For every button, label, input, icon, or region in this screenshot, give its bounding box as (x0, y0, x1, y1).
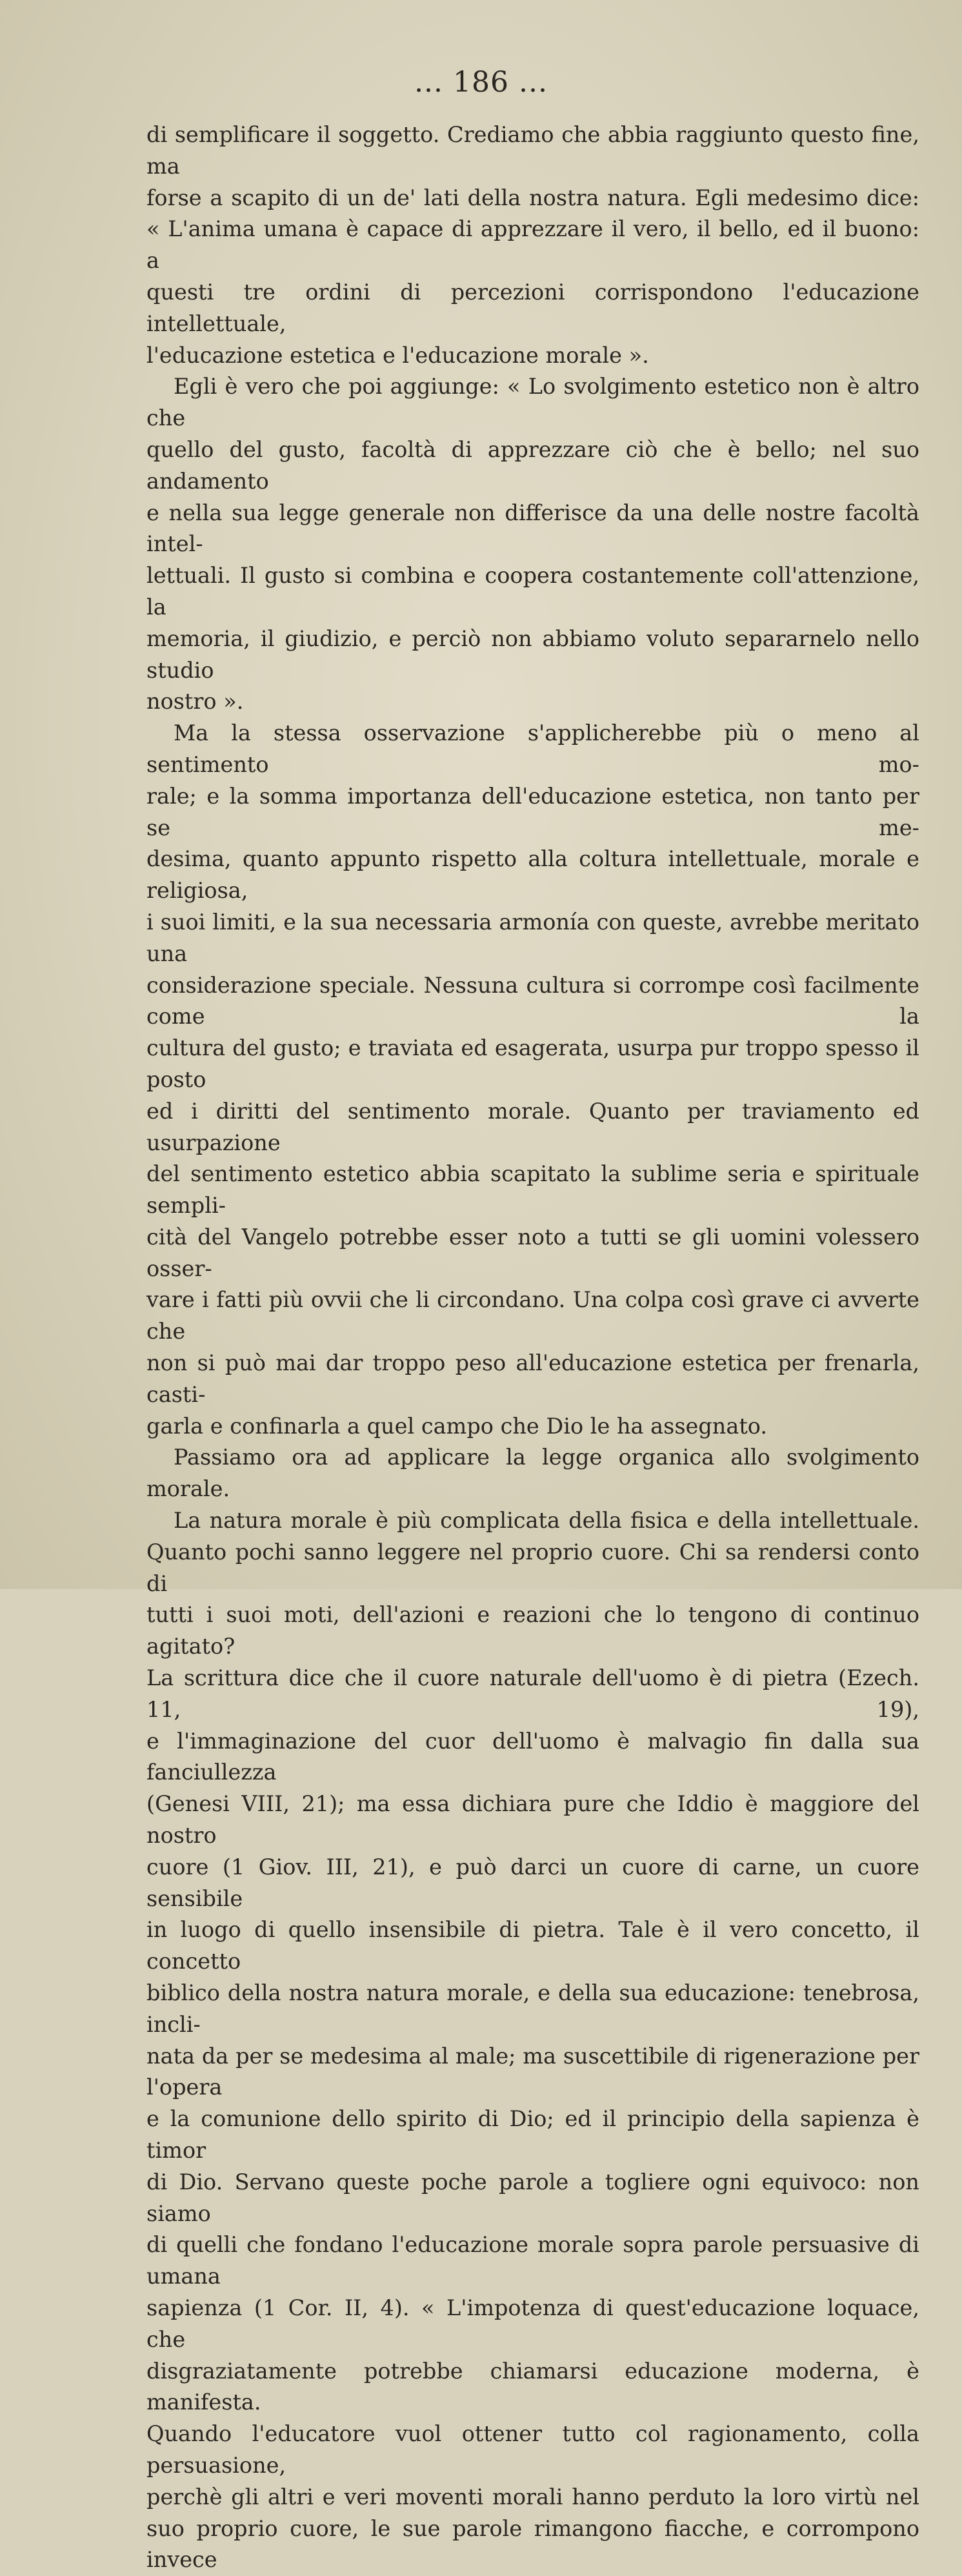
text-line: e la comunione dello spirito di Dio; ed il principio della sapienza è timor (146, 2106, 919, 2163)
text-line: suo proprio cuore, le sue parole rimangono fiacche, e corrompono invece (146, 2515, 919, 2573)
text-line: Egli è vero che poi aggiunge: « Lo svolgimento estetico non è altro che (146, 374, 919, 431)
text-line: quello del gusto, facoltà di apprezzare ciò che è bello; nel suo andamento (146, 436, 919, 494)
text-line: cuore (1 Giov. III, 21), e può darci un cuore di carne, un cuore sensibile (146, 1854, 919, 1911)
body-text (146, 119, 919, 2576)
text-line: desima, quanto appunto rispetto alla coltura intellettuale, morale e religiosa, (146, 846, 919, 904)
text-line: Quando l'educatore vuol ottener tutto col ragionamento, colla persuasione, (146, 2421, 919, 2478)
text-line: Passiamo ora ad applicare la legge organica allo svolgimento morale. (146, 1445, 919, 1502)
text-line: l'educazione estetica e l'educazione morale ». (146, 342, 649, 368)
text-line: La scrittura dice che il cuore naturale dell'uomo è di pietra (Ezech. 11, 19), (146, 1665, 919, 1722)
text-line: (Genesi VIII, 21); ma essa dichiara pure che Iddio è maggiore del nostro (146, 1791, 919, 1849)
text-line: in luogo di quello insensibile di pietra. Tale è il vero concetto, il concetto (146, 1917, 919, 1974)
text-line: cultura del gusto; e traviata ed esagerata, usurpa pur troppo spesso il posto (146, 1035, 919, 1092)
text-line: ed i diritti del sentimento morale. Quanto per traviamento ed usurpazione (146, 1098, 919, 1155)
text-line: non si può mai dar troppo peso all'educazione estetica per frenarla, casti- (146, 1350, 919, 1407)
text-line: i suoi limiti, e la sua necessaria armonía con queste, avrebbe meritato una (146, 909, 919, 966)
text-line: « L'anima umana è capace di apprezzare il vero, il bello, ed il buono: a (146, 216, 919, 274)
text-line: La natura morale è più complicata della fisica e della intellettuale. (174, 1508, 919, 1534)
text-line: lettuali. Il gusto si combina e coopera costantemente coll'attenzione, la (146, 563, 919, 620)
text-line: Quanto pochi sanno leggere nel proprio cuore. Chi sa rendersi conto di (146, 1539, 919, 1596)
text-line: e l'immaginazione del cuor dell'uomo è malvagio fin dalla sua fanciullezza (146, 1728, 919, 1785)
text-line: perchè gli altri e veri moventi morali hanno perduto la loro virtù nel (146, 2484, 919, 2510)
text-line: tutti i suoi moti, dell'azioni e reazioni che lo tengono di continuo agitato? (146, 1602, 919, 1659)
text-line: considerazione speciale. Nessuna cultura si corrompe così facilmente come la (146, 972, 919, 1029)
text-line: biblico della nostra natura morale, e della sua educazione: tenebrosa, incli- (146, 1980, 919, 2037)
text-line: rale; e la somma importanza dell'educazione estetica, non tanto per se me- (146, 783, 919, 840)
text-line: forse a scapito di un de' lati della nostra natura. Egli medesimo dice: (146, 185, 919, 210)
text-line: Ma la stessa osservazione s'applicherebbe più o meno al sentimento mo- (146, 720, 919, 777)
text-line: di Dio. Servano queste poche parole a togliere ogni equivoco: non siamo (146, 2169, 919, 2226)
text-line: garla e confinarla a quel campo che Dio le ha assegnato. (146, 1413, 768, 1439)
text-line: nata da per se medesima al male; ma suscettibile di rigenerazione per l'opera (146, 2043, 919, 2100)
text-line: di quelli che fondano l'educazione morale sopra parole persuasive di umana (146, 2232, 919, 2289)
text-line: vare i fatti più ovvii che li circondano. Una colpa così grave ci avverte che (146, 1287, 919, 1344)
text-line: del sentimento estetico abbia scapitato la sublime seria e spirituale sempli- (146, 1161, 919, 1219)
text-line: e nella sua legge generale non differisce da una delle nostre facoltà intel- (146, 500, 919, 557)
text-line: di semplificare il soggetto. Crediamo che abbia raggiunto questo fine, ma (146, 122, 919, 179)
text-line: sapienza (1 Cor. II, 4). « L'impotenza di quest'educazione loquace, che (146, 2295, 919, 2352)
text-line: nostro ». (146, 689, 244, 715)
text-line: cità del Vangelo potrebbe esser noto a tutti se gli uomini volessero osser- (146, 1224, 919, 1281)
text-line: disgraziatamente potrebbe chiamarsi educazione moderna, è manifesta. (146, 2358, 919, 2415)
page-number: ... 186 ... (414, 66, 548, 99)
text-line: questi tre ordini di percezioni corrispondono l'educazione intellettuale, (146, 279, 919, 336)
text-line: memoria, il giudizio, e perciò non abbiamo voluto separarnelo nello studio (146, 625, 919, 683)
